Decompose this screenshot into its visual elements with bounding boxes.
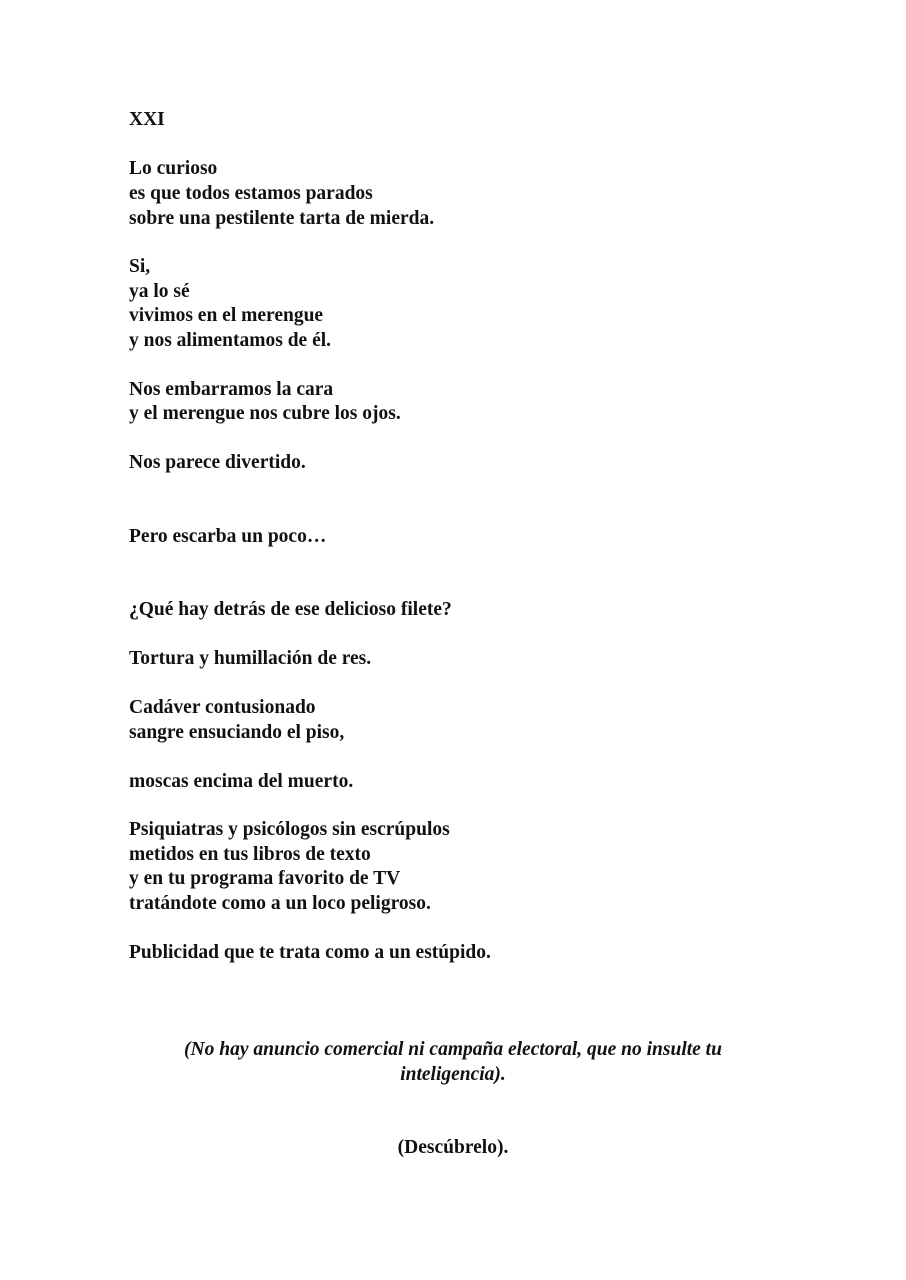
poem-line: es que todos estamos parados — [129, 183, 373, 204]
poem-line: y en tu programa favorito de TV — [129, 868, 401, 889]
poem-line: tratándote como a un loco peligroso. — [129, 893, 431, 914]
italic-note-line-2: inteligencia). — [400, 1064, 506, 1085]
italic-note-line-1: (No hay anuncio comercial ni campaña electoral, que no insulte tu — [184, 1039, 722, 1060]
poem-line: vivimos en el merengue — [129, 305, 324, 326]
poem-line: Nos parece divertido. — [129, 452, 306, 473]
poem-line: sobre una pestilente tarta de mierda. — [129, 208, 435, 229]
poem-line: Tortura y humillación de res. — [129, 648, 372, 669]
poem-line: Lo curioso — [129, 158, 218, 179]
poem-line: Cadáver contusionado — [129, 697, 316, 718]
poem-line: metidos en tus libros de texto — [129, 844, 371, 865]
poem-line: moscas encima del muerto. — [129, 771, 354, 792]
poem-line: Pero escarba un poco… — [129, 526, 327, 547]
closing-line: (Descúbrelo). — [397, 1137, 509, 1158]
poem-line: ¿Qué hay detrás de ese delicioso filete? — [129, 599, 452, 620]
poem-line: Nos embarramos la cara — [129, 379, 334, 400]
poem-line: Si, — [129, 256, 151, 277]
poem-line: Psiquiatras y psicólogos sin escrúpulos — [129, 819, 450, 840]
poem-line: sangre ensuciando el piso, — [129, 722, 345, 743]
poem-line: y el merengue nos cubre los ojos. — [129, 403, 401, 424]
poem-line: y nos alimentamos de él. — [129, 330, 332, 351]
poem-title: XXI — [129, 109, 165, 130]
poem-line: Publicidad que te trata como a un estúpido. — [129, 942, 491, 963]
poem-line: ya lo sé — [129, 281, 190, 302]
